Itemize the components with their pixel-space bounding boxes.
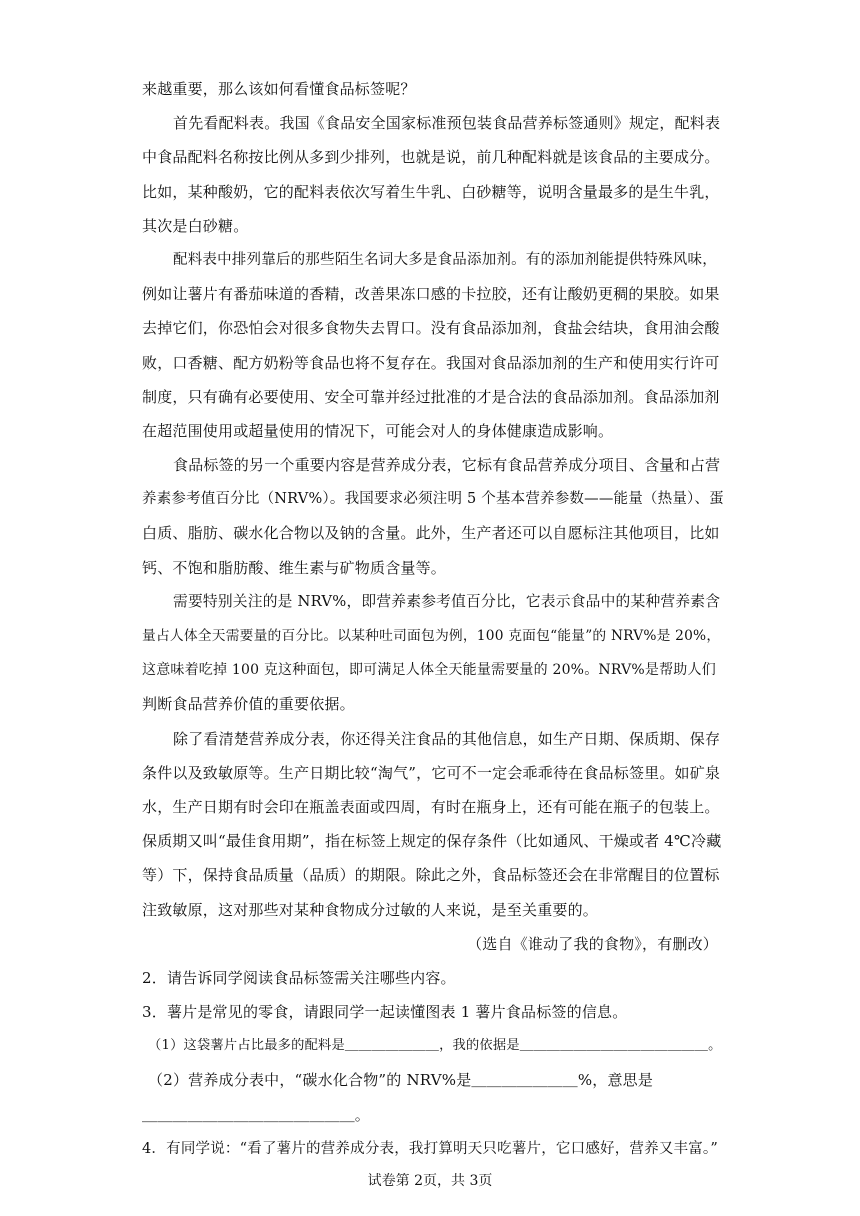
passage-paragraph-other-info <box>142 722 724 927</box>
passage-line: 首先看配料表。我国《食品安全国家标准预包装食品营养标签通则》规定，配料表 <box>173 114 721 133</box>
passage-line: 这意味着吃掉 100 克这种面包，即可满足人体全天能量需要量的 20%。NRV%是帮助人们 <box>142 662 716 679</box>
passage-line: 等）下，保持食品质量（品质）的期限。除此之外，食品标签还会在非常醒目的位置标 <box>142 866 720 885</box>
page-content <box>142 72 724 1166</box>
passage-line: 来越重要，那么该如何看懂食品标签呢？ <box>142 80 416 98</box>
answer-blank: ＿＿＿＿＿＿＿＿＿＿＿＿＿＿。 <box>142 1105 371 1124</box>
passage-line: 钙、不饱和脂肪酸、维生素与矿物质含量等。 <box>142 558 447 577</box>
passage-line: 量占人体全天需要量的百分比。以某种吐司面包为例，100 克面包“能量”的 NRV%是 20%， <box>142 628 721 644</box>
passage-paragraph-ingredients <box>142 106 724 243</box>
question-4: 4．有同学说：“看了薯片的营养成分表，我打算明天只吃薯片，它口感好，营养又丰富。” <box>142 1140 718 1157</box>
passage-line: 水，生产日期有时会印在瓶盖表面或四周，有时在瓶身上，还有可能在瓶子的包装上。 <box>142 797 720 816</box>
passage-paragraph-nutrition-table <box>142 448 724 585</box>
passage-line: 条件以及致敏原等。生产日期比较“淘气”，它可不一定会乖乖待在食品标签里。如矿泉 <box>142 763 721 782</box>
passage-line: 养素参考值百分比（NRV%）。我国要求必须注明 5 个基本营养参数——能量（热量）、蛋 <box>142 491 724 508</box>
passage-paragraph-nrv <box>142 585 724 722</box>
page-footer: 试卷第 2页，共 3页 <box>367 1173 493 1189</box>
passage-line: 败，口香糖、配方奶粉等食品也将不复存在。我国对食品添加剂的生产和使用实行许可 <box>142 353 720 372</box>
passage-line: 注致敏原，这对那些对某种食物成分过敏的人来说，是至关重要的。 <box>142 900 599 919</box>
passage-line: 其次是白砂糖。 <box>142 216 249 235</box>
passage-line: 例如让薯片有番茄味道的香精，改善果冻口感的卡拉胶，还有让酸奶更稠的果胶。如果 <box>142 285 720 304</box>
passage-line: 保质期又叫“最佳食用期”，指在标签上规定的保存条件（比如通风、干燥或者 4℃冷藏 <box>142 832 722 851</box>
passage-source: （选自《谁动了我的食物》，有删改） <box>467 934 718 953</box>
passage-paragraph-additives <box>142 243 724 448</box>
passage-line: 在超范围使用或超量使用的情况下，可能会对人的身体健康造成影响。 <box>142 421 614 440</box>
question-3: 3．薯片是常见的零食，请跟同学一起读懂图表 1 薯片食品标签的信息。 <box>142 1003 628 1022</box>
passage-line: 食品标签的另一个重要内容是营养成分表，它标有食品营养成分项目、含量和占营 <box>173 456 721 475</box>
question-3-1: （1）这袋薯片占比最多的配料是＿＿＿＿＿＿＿，我的依据是＿＿＿＿＿＿＿＿＿＿＿＿＿＿。 <box>148 1038 722 1054</box>
passage-line: 需要特别关注的是 NRV%，即营养素参考值百分比，它表示食品中的某种营养素含 <box>173 592 721 610</box>
passage-line: 判断食品营养价值的重要依据。 <box>142 695 355 714</box>
passage-line: 配料表中排列靠后的那些陌生名词大多是食品添加剂。有的添加剂能提供特殊风味， <box>173 251 717 268</box>
passage-line: 制度，只有确有必要使用、安全可靠并经过批准的才是合法的食品添加剂。食品添加剂 <box>142 387 720 406</box>
passage-line: 中食品配料名称按比例从多到少排列，也就是说，前几种配料就是该食品的主要成分。 <box>142 148 720 167</box>
passage-line: 去掉它们，你恐怕会对很多食物失去胃口。没有食品添加剂，食盐会结块，食用油会酸 <box>142 319 720 338</box>
passage-line: 白质、脂肪、碳水化合物以及钠的含量。此外，生产者还可以自愿标注其他项目，比如 <box>142 524 720 543</box>
passage-line: 比如，某种酸奶，它的配料表依次写着生牛乳、白砂糖等，说明含量最多的是生牛乳， <box>142 182 720 201</box>
question-2: 2．请告诉同学阅读食品标签需关注哪些内容。 <box>142 968 456 987</box>
passage-line: 除了看清楚营养成分表，你还得关注食品的其他信息，如生产日期、保质期、保存 <box>173 729 721 748</box>
question-3-2: （2）营养成分表中，“碳水化合物”的 NRV%是＿＿＿＿＿＿＿%，意思是 <box>148 1071 654 1090</box>
